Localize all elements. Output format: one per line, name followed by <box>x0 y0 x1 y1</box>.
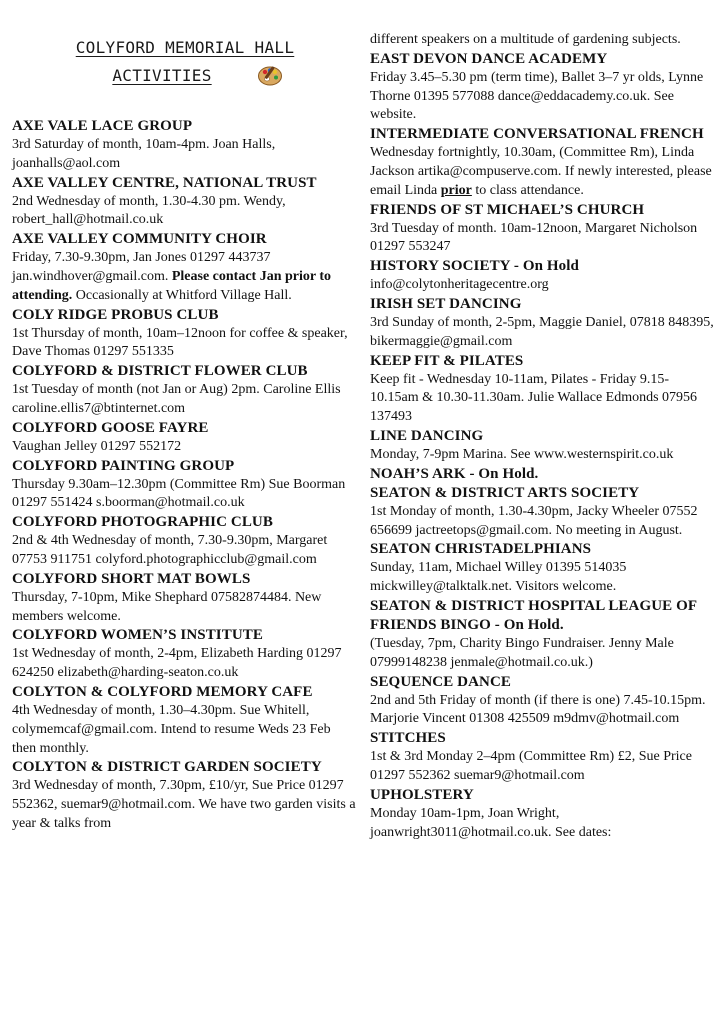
entry-colyford-womens-institute <box>12 626 358 683</box>
entry-details: 2nd and 5th Friday of month (if there is one) 7.45-10.15pm. Marjorie Vincent 01308 425509 m9dmv@hotmail.com <box>370 692 706 727</box>
entry-axe-vale-lace-group <box>12 117 358 174</box>
entry-heading: COLYFORD GOOSE FAYRE <box>12 419 209 436</box>
entry-heading: EAST DEVON DANCE ACADEMY <box>370 50 608 67</box>
entry-heading: FRIENDS OF ST MICHAEL’S CHURCH <box>370 201 645 218</box>
entry-details-emphasis: prior <box>440 182 472 198</box>
entry-colyford-goose-fayre <box>12 419 358 457</box>
entry-colyford-painting-group <box>12 457 358 514</box>
entry-details-part: to class attendance. <box>471 182 584 198</box>
entry-seaton-arts-society <box>370 484 714 541</box>
entry-details: Monday 10am-1pm, Joan Wright, joanwright3011@hotmail.co.uk. See dates: <box>370 805 612 840</box>
entry-details: 3rd Saturday of month, 10am-4pm. Joan Halls, joanhalls@aol.com <box>12 137 276 171</box>
entry-heading: SEQUENCE DANCE <box>370 673 512 690</box>
continued-text: different speakers on a multitude of gardening subjects. <box>370 32 681 47</box>
entry-details-part: Wednesday fortnightly, 10.30am, (Committee Rm), Linda Jackson artika@compuserve.com. If newly interested, please email Linda <box>370 145 712 198</box>
entry-details: (Tuesday, 7pm, Charity Bingo Fundraiser. Jenny Male 07999148238 jenmale@hotmail.co.uk.) <box>370 635 674 670</box>
entry-details: 3rd Tuesday of month. 10am-12noon, Margaret Nicholson 01297 553247 <box>370 220 698 255</box>
entry-keep-fit-pilates <box>370 352 714 427</box>
entry-friends-st-michaels <box>370 201 714 258</box>
entry-seaton-christadelphians <box>370 540 714 597</box>
right-column <box>370 31 714 842</box>
paint-palette-icon <box>257 64 283 88</box>
entry-heading: AXE VALLEY CENTRE, NATIONAL TRUST <box>12 174 317 191</box>
entry-heading: AXE VALE LACE GROUP <box>12 118 193 134</box>
entry-history-society <box>370 257 714 295</box>
entry-details-bold: Please contact Jan prior to attending. <box>12 268 332 303</box>
entry-heading: KEEP FIT & PILATES <box>370 352 524 369</box>
entry-details <box>12 249 358 305</box>
entry-east-devon-dance-academy <box>370 50 714 125</box>
entry-stitches <box>370 729 714 786</box>
entry-details: Thursday 9.30am–12.30pm (Committee Rm) Sue Boorman 01297 551424 s.boorman@hotmail.co.uk <box>12 476 346 511</box>
entry-heading: STITCHES <box>370 730 446 747</box>
entry-heading: COLYTON & COLYFORD MEMORY CAFE <box>12 683 313 700</box>
entry-details: Sunday, 11am, Michael Willey 01395 514035 mickwilley@talktalk.net. Visitors welcome. <box>370 560 627 595</box>
entry-heading: SEATON CHRISTADELPHIANS <box>370 541 592 558</box>
entry-details: 1st Monday of month, 1.30-4.30pm, Jacky Wheeler 07552 656699 jactreetops@gmail.com. No meeting in August. <box>370 503 698 538</box>
entry-colyford-photographic-club <box>12 513 358 570</box>
entry-heading: COLYFORD PAINTING GROUP <box>12 457 235 474</box>
entry-details: 3rd Sunday of month, 2-5pm, Maggie Daniel, 07818 848395, bikermaggie@gmail.com <box>370 314 714 349</box>
entry-colyford-short-mat-bowls <box>12 570 358 627</box>
entry-details-part: Occasionally at Whitford Village Hall. <box>72 287 292 303</box>
entry-details-part: Friday, 7.30-9.30pm, Jan Jones 01297 443737 jan.windhover@gmail.com. <box>12 250 271 284</box>
entry-upholstery <box>370 786 714 843</box>
entry-details: 2nd Wednesday of month, 1.30-4.30 pm. Wendy, robert_hall@hotmail.co.uk <box>12 193 286 228</box>
entry-coly-ridge-probus-club <box>12 306 358 363</box>
entry-hospital-bingo <box>370 597 714 673</box>
entry-details: Keep fit - Wednesday 10-11am, Pilates - Friday 9.15-10.15am & 10.30-11.30am. Julie Wallace Edmonds 07956 137493 <box>370 371 698 425</box>
entry-details: 1st Tuesday of month (not Jan or Aug) 2pm. Caroline Ellis caroline.ellis7@btinternet.com <box>12 382 341 416</box>
entry-line-dancing <box>370 427 714 465</box>
entry-details: 1st Wednesday of month, 2-4pm, Elizabeth Harding 01297 624250 elizabeth@harding-seaton.co.uk <box>12 646 342 681</box>
entry-heading: COLYFORD PHOTOGRAPHIC CLUB <box>12 514 273 531</box>
entry-heading: LINE DANCING <box>370 427 484 444</box>
entry-heading: UPHOLSTERY <box>370 786 474 803</box>
entry-heading: COLYFORD & DISTRICT FLOWER CLUB <box>12 363 308 380</box>
entry-axe-valley-community-choir <box>12 230 358 305</box>
entry-axe-valley-centre <box>12 174 358 231</box>
page-title-line-1 <box>12 38 358 57</box>
entry-heading: COLYTON & DISTRICT GARDEN SOCIETY <box>12 759 322 776</box>
entry-heading: AXE VALLEY COMMUNITY CHOIR <box>12 231 267 248</box>
entry-heading: COLYFORD WOMEN’S INSTITUTE <box>12 627 263 644</box>
left-entries <box>12 117 358 834</box>
entry-details: Friday 3.45–5.30 pm (term time), Ballet 3–7 yr olds, Lynne Thorne 01395 577088 dance@eddacademy.co.uk. See website. <box>370 69 704 123</box>
entry-details: Monday, 7-9pm Marina. See www.westernspirit.co.uk <box>370 446 674 462</box>
entry-heading: INTERMEDIATE CONVERSATIONAL FRENCH <box>370 126 704 143</box>
entry-details: Vaughan Jelley 01297 552172 <box>12 438 182 454</box>
entry-heading: HISTORY SOCIETY - On Hold <box>370 258 579 275</box>
entry-heading: COLY RIDGE PROBUS CLUB <box>12 306 219 323</box>
entry-heading: IRISH SET DANCING <box>370 295 522 312</box>
entry-heading: SEATON & DISTRICT ARTS SOCIETY <box>370 484 640 501</box>
entry-details: 4th Wednesday of month, 1.30–4.30pm. Sue Whitell, colymemcaf@gmail.com. Intend to resume Weds 23 Feb then monthly. <box>12 702 331 756</box>
entry-heading: NOAH’S ARK - On Hold. <box>370 465 539 482</box>
entry-memory-cafe <box>12 683 358 758</box>
entry-heading: COLYFORD SHORT MAT BOWLS <box>12 570 251 587</box>
page-title-text-2: ACTIVITIES <box>112 66 212 85</box>
entry-conversational-french <box>370 125 714 200</box>
entry-details: 1st Thursday of month, 10am–12noon for coffee & speaker, Dave Thomas 01297 551335 <box>12 325 348 360</box>
entry-details: info@colytonheritagecentre.org <box>370 277 549 293</box>
page-title-text-1: COLYFORD MEMORIAL HALL <box>75 38 295 57</box>
entry-noahs-ark <box>370 465 714 484</box>
entry-details: 3rd Wednesday of month, 7.30pm, £10/yr, Sue Price 01297 552362, suemar9@hotmail.com. We have two garden visits a year & talks from <box>12 778 356 831</box>
entry-irish-set-dancing <box>370 295 714 352</box>
entry-colyford-flower-club <box>12 362 358 419</box>
entry-details: 1st & 3rd Monday 2–4pm (Committee Rm) £2, Sue Price 01297 552362 suemar9@hotmail.com <box>370 749 692 783</box>
entry-details <box>370 144 714 200</box>
entry-heading: SEATON & DISTRICT HOSPITAL LEAGUE OF FRIENDS BINGO - On Hold. <box>370 597 697 633</box>
entry-details: 2nd & 4th Wednesday of month, 7.30-9.30pm, Margaret 07753 911751 colyford.photographicclub@gmail.com <box>12 533 328 567</box>
entry-sequence-dance <box>370 673 714 730</box>
entry-garden-society <box>12 758 358 833</box>
entry-details: Thursday, 7-10pm, Mike Shephard 07582874484. New members welcome. <box>12 589 322 624</box>
